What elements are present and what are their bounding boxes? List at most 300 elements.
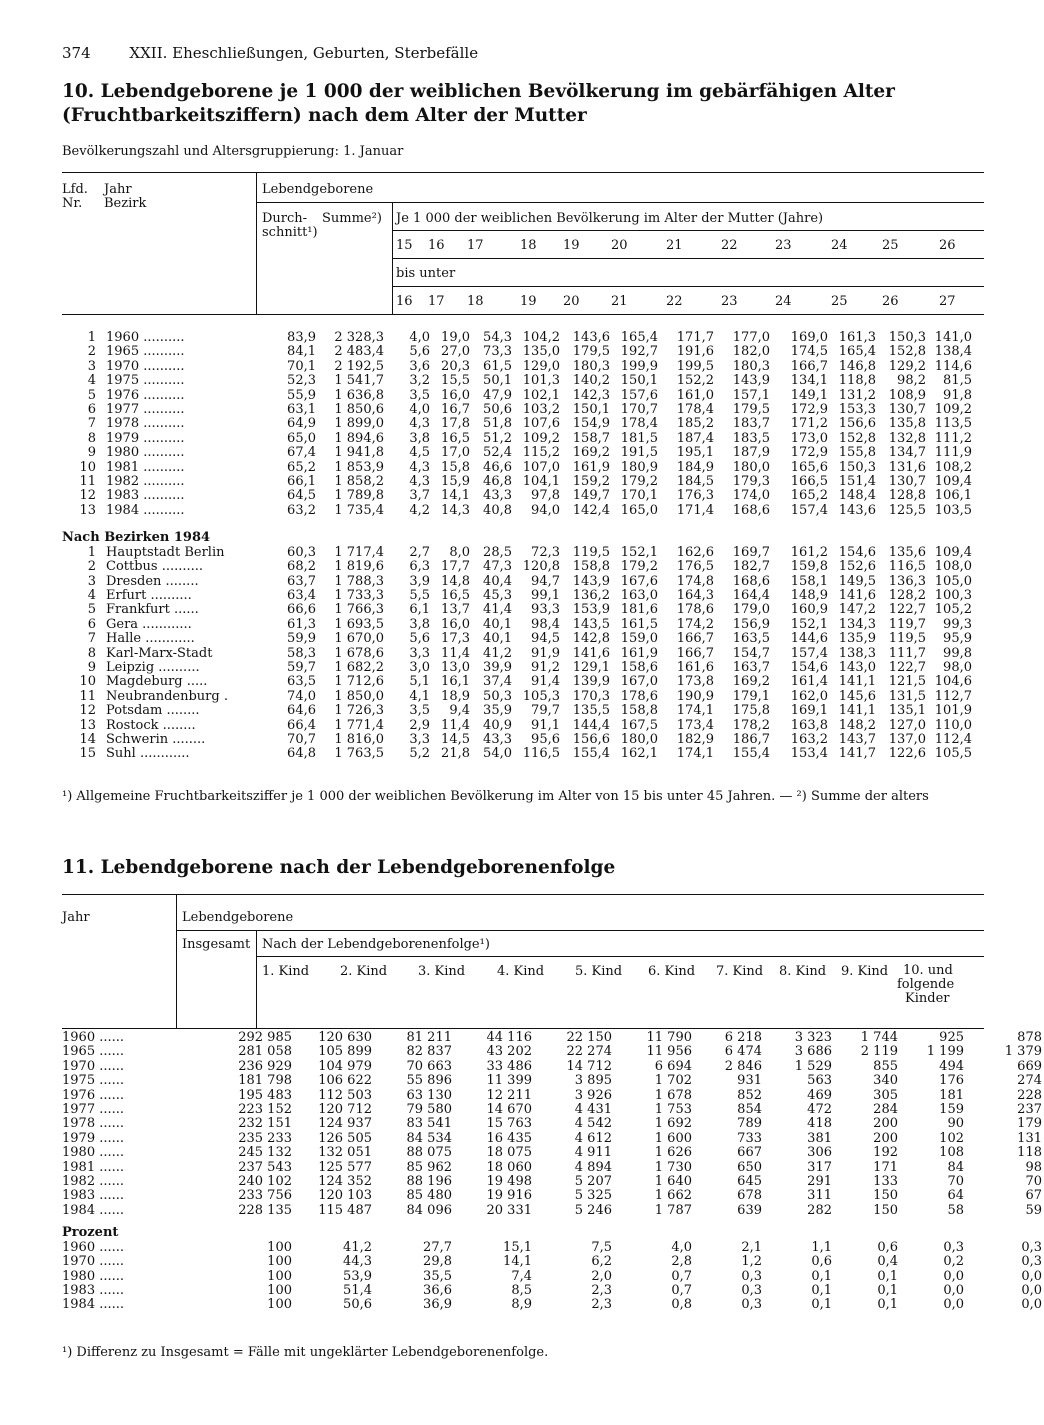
t11-header-nach: Nach der Lebendgeborenenfolge¹) bbox=[262, 937, 490, 952]
value-cell: 50,3 bbox=[483, 688, 512, 704]
value-cell: 14 712 bbox=[566, 1058, 612, 1074]
table-row bbox=[62, 403, 974, 417]
value-cell: 135,5 bbox=[572, 703, 610, 719]
value-cell: 161,3 bbox=[838, 330, 876, 345]
value-cell: 17,7 bbox=[441, 559, 470, 575]
value-cell: 1 816,0 bbox=[334, 731, 384, 747]
value-cell: 156,6 bbox=[572, 731, 610, 747]
value-cell: 645 bbox=[737, 1174, 762, 1190]
value-cell: 55,9 bbox=[287, 387, 316, 403]
vertical-rule bbox=[176, 894, 177, 1028]
value-cell: 157,6 bbox=[620, 387, 658, 403]
value-cell: 109,2 bbox=[934, 402, 972, 418]
value-cell: 5,5 bbox=[409, 587, 430, 603]
value-cell: 156,6 bbox=[838, 416, 876, 432]
row-label: Rostock ........ bbox=[106, 717, 196, 733]
row-number: 11 bbox=[79, 688, 96, 704]
value-cell: 164,3 bbox=[676, 587, 714, 603]
row-number: 7 bbox=[87, 416, 96, 432]
value-cell: 154,7 bbox=[732, 645, 770, 661]
rule bbox=[256, 202, 984, 203]
value-cell: 154,9 bbox=[572, 416, 610, 432]
value-cell: 1 199 bbox=[926, 1044, 964, 1060]
row-label: 1978 .......... bbox=[106, 416, 185, 432]
value-cell: 136,2 bbox=[572, 587, 610, 603]
value-cell: 51,8 bbox=[483, 416, 512, 432]
value-cell: 1 858,2 bbox=[334, 474, 384, 490]
value-cell: 99,8 bbox=[943, 645, 972, 661]
row-number: 10 bbox=[79, 459, 96, 475]
value-cell: 43,3 bbox=[483, 731, 512, 747]
value-cell: 170,7 bbox=[620, 402, 658, 418]
row-number: 1 bbox=[87, 330, 96, 345]
value-cell: 3,3 bbox=[409, 645, 430, 661]
value-cell: 132 051 bbox=[318, 1145, 372, 1161]
t11-header-jahr: Jahr bbox=[62, 910, 90, 925]
value-cell: 4,0 bbox=[409, 330, 430, 345]
row-label: 1977 ...... bbox=[62, 1102, 125, 1118]
header-je-1000: Je 1 000 der weiblichen Bevölkerung im Alter der Mutter (Jahre) bbox=[396, 211, 824, 226]
value-cell: 149,1 bbox=[790, 387, 828, 403]
value-cell: 0,3 bbox=[741, 1282, 762, 1298]
value-cell: 27,0 bbox=[441, 344, 470, 360]
age-to-label: 25 bbox=[831, 294, 848, 309]
value-cell: 157,1 bbox=[732, 387, 770, 403]
value-cell: 169,2 bbox=[732, 674, 770, 690]
table-row bbox=[62, 647, 974, 661]
value-cell: 20 331 bbox=[486, 1202, 532, 1218]
value-cell: 15 763 bbox=[486, 1116, 532, 1132]
value-cell: 2 192,5 bbox=[334, 358, 384, 374]
row-label: 1983 ...... bbox=[62, 1188, 125, 1204]
value-cell: 169,2 bbox=[572, 445, 610, 461]
row-number: 4 bbox=[87, 587, 96, 603]
value-cell: 157,4 bbox=[790, 645, 828, 661]
value-cell: 119,7 bbox=[888, 616, 926, 632]
value-cell: 148,4 bbox=[838, 488, 876, 504]
row-label: 1983 .......... bbox=[106, 488, 185, 504]
value-cell: 162,1 bbox=[620, 746, 658, 762]
value-cell: 108,0 bbox=[934, 559, 972, 575]
value-cell: 14,3 bbox=[441, 502, 470, 518]
value-cell: 122,7 bbox=[888, 659, 926, 675]
table-row bbox=[62, 1031, 1044, 1045]
value-cell: 105,2 bbox=[934, 602, 972, 618]
section-heading-row bbox=[62, 1226, 1044, 1240]
row-number: 10 bbox=[79, 674, 96, 690]
value-cell: 141,7 bbox=[838, 746, 876, 762]
value-cell: 104,1 bbox=[522, 474, 560, 490]
value-cell: 16,0 bbox=[441, 387, 470, 403]
value-cell: 40,8 bbox=[483, 502, 512, 518]
value-cell: 84,1 bbox=[287, 344, 316, 360]
value-cell: 154,6 bbox=[790, 659, 828, 675]
value-cell: 55 896 bbox=[406, 1073, 452, 1089]
value-cell: 1 379 bbox=[1004, 1044, 1042, 1060]
value-cell: 143,6 bbox=[838, 502, 876, 518]
header-durchschnitt-1: Durch- bbox=[262, 211, 308, 226]
value-cell: 14,1 bbox=[441, 488, 470, 504]
value-cell: 469 bbox=[807, 1087, 832, 1103]
value-cell: 0,8 bbox=[671, 1297, 692, 1313]
header-nr: Nr. bbox=[62, 196, 83, 211]
table-row bbox=[62, 1117, 1044, 1131]
value-cell: 6 694 bbox=[654, 1058, 692, 1074]
value-cell: 183,7 bbox=[732, 416, 770, 432]
value-cell: 120 103 bbox=[318, 1188, 372, 1204]
value-cell: 105,0 bbox=[934, 573, 972, 589]
value-cell: 170,1 bbox=[620, 488, 658, 504]
value-cell: 51,4 bbox=[343, 1282, 372, 1298]
age-from-label: 15 bbox=[396, 238, 413, 253]
value-cell: 63,1 bbox=[287, 402, 316, 418]
value-cell: 63 130 bbox=[406, 1087, 452, 1103]
value-cell: 235 233 bbox=[238, 1130, 292, 1146]
table-row bbox=[62, 618, 974, 632]
value-cell: 134,7 bbox=[888, 445, 926, 461]
table11-body bbox=[62, 1031, 1044, 1313]
value-cell: 2,0 bbox=[591, 1268, 612, 1284]
value-cell: 232 151 bbox=[238, 1116, 292, 1132]
value-cell: 112 503 bbox=[318, 1087, 372, 1103]
row-label: 1980 ...... bbox=[62, 1145, 125, 1161]
value-cell: 63,7 bbox=[287, 573, 316, 589]
table-row bbox=[62, 345, 974, 359]
value-cell: 0,1 bbox=[811, 1268, 832, 1284]
value-cell: 161,9 bbox=[620, 645, 658, 661]
value-cell: 143,9 bbox=[732, 373, 770, 389]
value-cell: 74,0 bbox=[287, 688, 316, 704]
value-cell: 111,2 bbox=[934, 430, 972, 446]
value-cell: 46,6 bbox=[483, 459, 512, 475]
value-cell: 114,6 bbox=[934, 358, 972, 374]
section-heading: Prozent bbox=[62, 1225, 119, 1241]
value-cell: 2,9 bbox=[409, 717, 430, 733]
value-cell: 158,1 bbox=[790, 573, 828, 589]
value-cell: 5,2 bbox=[409, 746, 430, 762]
value-cell: 0,7 bbox=[671, 1282, 692, 1298]
value-cell: 1 753 bbox=[654, 1102, 692, 1118]
table-row bbox=[62, 603, 974, 617]
value-cell: 228 bbox=[1017, 1087, 1042, 1103]
value-cell: 14,1 bbox=[503, 1254, 532, 1270]
value-cell: 16,1 bbox=[441, 674, 470, 690]
value-cell: 112,4 bbox=[934, 731, 972, 747]
value-cell: 15,1 bbox=[503, 1239, 532, 1255]
row-number: 13 bbox=[79, 717, 96, 733]
value-cell: 1 541,7 bbox=[334, 373, 384, 389]
value-cell: 70,7 bbox=[287, 731, 316, 747]
value-cell: 93,3 bbox=[531, 602, 560, 618]
age-to-label: 23 bbox=[721, 294, 738, 309]
value-cell: 0,3 bbox=[741, 1268, 762, 1284]
value-cell: 181,5 bbox=[620, 430, 658, 446]
value-cell: 115 487 bbox=[318, 1202, 372, 1218]
value-cell: 141,1 bbox=[838, 703, 876, 719]
value-cell: 174,0 bbox=[732, 488, 770, 504]
value-cell: 66,4 bbox=[287, 717, 316, 733]
value-cell: 177,0 bbox=[732, 330, 770, 345]
chapter-title: XXII. Eheschließungen, Geburten, Sterbefälle bbox=[129, 44, 479, 62]
header-summe: Summe²) bbox=[322, 211, 382, 226]
age-to-label: 19 bbox=[520, 294, 537, 309]
row-number: 3 bbox=[87, 358, 96, 374]
value-cell: 138,3 bbox=[838, 645, 876, 661]
table10-body bbox=[62, 331, 974, 762]
value-cell: 1 529 bbox=[794, 1058, 832, 1074]
table-row bbox=[62, 331, 974, 345]
value-cell: 91,4 bbox=[531, 674, 560, 690]
kind-label: 1. Kind bbox=[262, 964, 310, 979]
table-row bbox=[62, 675, 974, 689]
value-cell: 7,4 bbox=[511, 1268, 532, 1284]
value-cell: 43,3 bbox=[483, 488, 512, 504]
value-cell: 63,5 bbox=[287, 674, 316, 690]
value-cell: 1 735,4 bbox=[334, 502, 384, 518]
value-cell: 3,8 bbox=[409, 616, 430, 632]
value-cell: 174,1 bbox=[676, 746, 714, 762]
value-cell: 58 bbox=[947, 1202, 964, 1218]
value-cell: 1 819,6 bbox=[334, 559, 384, 575]
value-cell: 155,4 bbox=[732, 746, 770, 762]
value-cell: 2 483,4 bbox=[334, 344, 384, 360]
table-row bbox=[62, 719, 974, 733]
value-cell: 171,2 bbox=[790, 416, 828, 432]
row-number: 6 bbox=[87, 616, 96, 632]
row-number: 9 bbox=[87, 659, 96, 675]
value-cell: 137,0 bbox=[888, 731, 926, 747]
value-cell: 85 962 bbox=[406, 1159, 452, 1175]
row-label: 1979 .......... bbox=[106, 430, 185, 446]
value-cell: 2,7 bbox=[409, 544, 430, 560]
value-cell: 163,2 bbox=[790, 731, 828, 747]
header-lebendgeborene: Lebendgeborene bbox=[262, 182, 374, 197]
age-from-label: 18 bbox=[520, 238, 537, 253]
value-cell: 0,7 bbox=[671, 1268, 692, 1284]
value-cell: 1 702 bbox=[654, 1073, 692, 1089]
value-cell: 1 733,3 bbox=[334, 587, 384, 603]
age-from-label: 25 bbox=[882, 238, 899, 253]
value-cell: 149,5 bbox=[838, 573, 876, 589]
value-cell: 150,3 bbox=[888, 330, 926, 345]
value-cell: 195 483 bbox=[238, 1087, 292, 1103]
row-number: 8 bbox=[87, 430, 96, 446]
value-cell: 64 bbox=[947, 1188, 964, 1204]
value-cell: 40,1 bbox=[483, 631, 512, 647]
value-cell: 179,2 bbox=[620, 474, 658, 490]
value-cell: 110,0 bbox=[934, 717, 972, 733]
value-cell: 0,0 bbox=[943, 1268, 964, 1284]
value-cell: 101,3 bbox=[522, 373, 560, 389]
value-cell: 4 911 bbox=[574, 1145, 612, 1161]
table11-title: 11. Lebendgeborene nach der Lebendgeborenenfolge bbox=[62, 857, 616, 878]
value-cell: 2 328,3 bbox=[334, 330, 384, 345]
table-row bbox=[62, 1270, 1044, 1284]
value-cell: 103,2 bbox=[522, 402, 560, 418]
value-cell: 281 058 bbox=[238, 1044, 292, 1060]
value-cell: 21,8 bbox=[441, 746, 470, 762]
value-cell: 159,2 bbox=[572, 474, 610, 490]
value-cell: 19 498 bbox=[486, 1174, 532, 1190]
value-cell: 678 bbox=[737, 1188, 762, 1204]
value-cell: 667 bbox=[737, 1145, 762, 1161]
value-cell: 151,4 bbox=[838, 474, 876, 490]
t11-header-kind10-2: folgende bbox=[897, 977, 955, 992]
age-from-label: 16 bbox=[428, 238, 445, 253]
age-to-label: 26 bbox=[882, 294, 899, 309]
age-from-label: 17 bbox=[467, 238, 484, 253]
value-cell: 94,0 bbox=[531, 502, 560, 518]
value-cell: 494 bbox=[939, 1058, 964, 1074]
value-cell: 52,3 bbox=[287, 373, 316, 389]
value-cell: 44 116 bbox=[486, 1030, 532, 1045]
value-cell: 0,1 bbox=[811, 1282, 832, 1298]
value-cell: 4 431 bbox=[574, 1102, 612, 1118]
value-cell: 472 bbox=[807, 1102, 832, 1118]
value-cell: 40,4 bbox=[483, 573, 512, 589]
value-cell: 5 246 bbox=[574, 1202, 612, 1218]
value-cell: 95,9 bbox=[943, 631, 972, 647]
value-cell: 171 bbox=[873, 1159, 898, 1175]
value-cell: 131,2 bbox=[838, 387, 876, 403]
value-cell: 192 bbox=[873, 1145, 898, 1161]
value-cell: 172,9 bbox=[790, 402, 828, 418]
value-cell: 105,3 bbox=[522, 688, 560, 704]
value-cell: 0,0 bbox=[943, 1297, 964, 1313]
value-cell: 158,7 bbox=[572, 430, 610, 446]
table-row bbox=[62, 489, 974, 503]
value-cell: 2 119 bbox=[860, 1044, 898, 1060]
value-cell: 184,5 bbox=[676, 474, 714, 490]
value-cell: 4,3 bbox=[409, 416, 430, 432]
kind-label: 9. Kind bbox=[841, 964, 889, 979]
value-cell: 13,0 bbox=[441, 659, 470, 675]
row-label: 1970 .......... bbox=[106, 358, 185, 374]
age-from-label: 22 bbox=[721, 238, 738, 253]
row-label: Magdeburg ..... bbox=[106, 674, 208, 690]
value-cell: 16,5 bbox=[441, 587, 470, 603]
value-cell: 53,9 bbox=[343, 1268, 372, 1284]
value-cell: 45,3 bbox=[483, 587, 512, 603]
row-label: Hauptstadt Berlin bbox=[106, 544, 225, 560]
value-cell: 169,7 bbox=[732, 544, 770, 560]
value-cell: 61,5 bbox=[483, 358, 512, 374]
value-cell: 4 894 bbox=[574, 1159, 612, 1175]
row-number: 4 bbox=[87, 373, 96, 389]
value-cell: 163,8 bbox=[790, 717, 828, 733]
age-to-label: 20 bbox=[563, 294, 580, 309]
value-cell: 52,4 bbox=[483, 445, 512, 461]
value-cell: 167,5 bbox=[620, 717, 658, 733]
value-cell: 161,9 bbox=[572, 459, 610, 475]
table10-title-line2: (Fruchtbarkeitsziffern) nach dem Alter der Mutter bbox=[62, 105, 587, 126]
row-label: 1979 ...... bbox=[62, 1130, 125, 1146]
value-cell: 14,5 bbox=[441, 731, 470, 747]
value-cell: 135,9 bbox=[838, 631, 876, 647]
value-cell: 1 693,5 bbox=[334, 616, 384, 632]
value-cell: 0,3 bbox=[1021, 1254, 1042, 1270]
value-cell: 5,6 bbox=[409, 344, 430, 360]
value-cell: 128,8 bbox=[888, 488, 926, 504]
rule bbox=[392, 286, 984, 287]
value-cell: 98,0 bbox=[943, 659, 972, 675]
spacer-row bbox=[62, 1218, 1044, 1226]
value-cell: 142,4 bbox=[572, 502, 610, 518]
value-cell: 173,4 bbox=[676, 717, 714, 733]
row-label: 1976 .......... bbox=[106, 387, 185, 403]
table-row bbox=[62, 461, 974, 475]
row-label: 1976 ...... bbox=[62, 1087, 125, 1103]
value-cell: 168,6 bbox=[732, 502, 770, 518]
value-cell: 143,6 bbox=[572, 330, 610, 345]
value-cell: 84 534 bbox=[406, 1130, 452, 1146]
value-cell: 1 788,3 bbox=[334, 573, 384, 589]
value-cell: 91,2 bbox=[531, 659, 560, 675]
value-cell: 139,9 bbox=[572, 674, 610, 690]
value-cell: 111,7 bbox=[888, 645, 926, 661]
value-cell: 1 744 bbox=[860, 1030, 898, 1045]
value-cell: 22 274 bbox=[566, 1044, 612, 1060]
value-cell: 129,1 bbox=[572, 659, 610, 675]
value-cell: 178,4 bbox=[676, 402, 714, 418]
table-row bbox=[62, 1284, 1044, 1298]
value-cell: 0,6 bbox=[877, 1239, 898, 1255]
value-cell: 181 798 bbox=[238, 1073, 292, 1089]
value-cell: 105,5 bbox=[934, 746, 972, 762]
header-bezirk: Bezirk bbox=[104, 196, 147, 211]
value-cell: 1 662 bbox=[654, 1188, 692, 1204]
value-cell: 152,8 bbox=[838, 430, 876, 446]
age-from-label: 26 bbox=[939, 238, 956, 253]
value-cell: 108 bbox=[939, 1145, 964, 1161]
value-cell: 158,8 bbox=[572, 559, 610, 575]
value-cell: 171,4 bbox=[676, 502, 714, 518]
value-cell: 65,2 bbox=[287, 459, 316, 475]
value-cell: 15,8 bbox=[441, 459, 470, 475]
value-cell: 79,7 bbox=[531, 703, 560, 719]
t11-header-kind10-3: Kinder bbox=[905, 991, 950, 1006]
value-cell: 124 937 bbox=[318, 1116, 372, 1132]
table-row bbox=[62, 560, 974, 574]
value-cell: 134,1 bbox=[790, 373, 828, 389]
value-cell: 35,9 bbox=[483, 703, 512, 719]
table-row bbox=[62, 589, 974, 603]
vertical-rule bbox=[256, 930, 257, 1028]
value-cell: 3,8 bbox=[409, 430, 430, 446]
value-cell: 82 837 bbox=[406, 1044, 452, 1060]
value-cell: 1 726,3 bbox=[334, 703, 384, 719]
value-cell: 130,7 bbox=[888, 402, 926, 418]
value-cell: 29,8 bbox=[423, 1254, 452, 1270]
value-cell: 1 678 bbox=[654, 1087, 692, 1103]
value-cell: 0,0 bbox=[1021, 1297, 1042, 1313]
value-cell: 169,0 bbox=[790, 330, 828, 345]
value-cell: 182,9 bbox=[676, 731, 714, 747]
table-row bbox=[62, 417, 974, 431]
age-from-label: 20 bbox=[611, 238, 628, 253]
row-number: 15 bbox=[79, 746, 96, 762]
value-cell: 178,6 bbox=[676, 602, 714, 618]
value-cell: 1 894,6 bbox=[334, 430, 384, 446]
value-cell: 67 bbox=[1025, 1188, 1042, 1204]
value-cell: 4,0 bbox=[409, 402, 430, 418]
row-label: 1980 .......... bbox=[106, 445, 185, 461]
value-cell: 97,8 bbox=[531, 488, 560, 504]
value-cell: 159 bbox=[939, 1102, 964, 1118]
table-row bbox=[62, 1298, 1044, 1312]
value-cell: 1 789,8 bbox=[334, 488, 384, 504]
value-cell: 104,2 bbox=[522, 330, 560, 345]
